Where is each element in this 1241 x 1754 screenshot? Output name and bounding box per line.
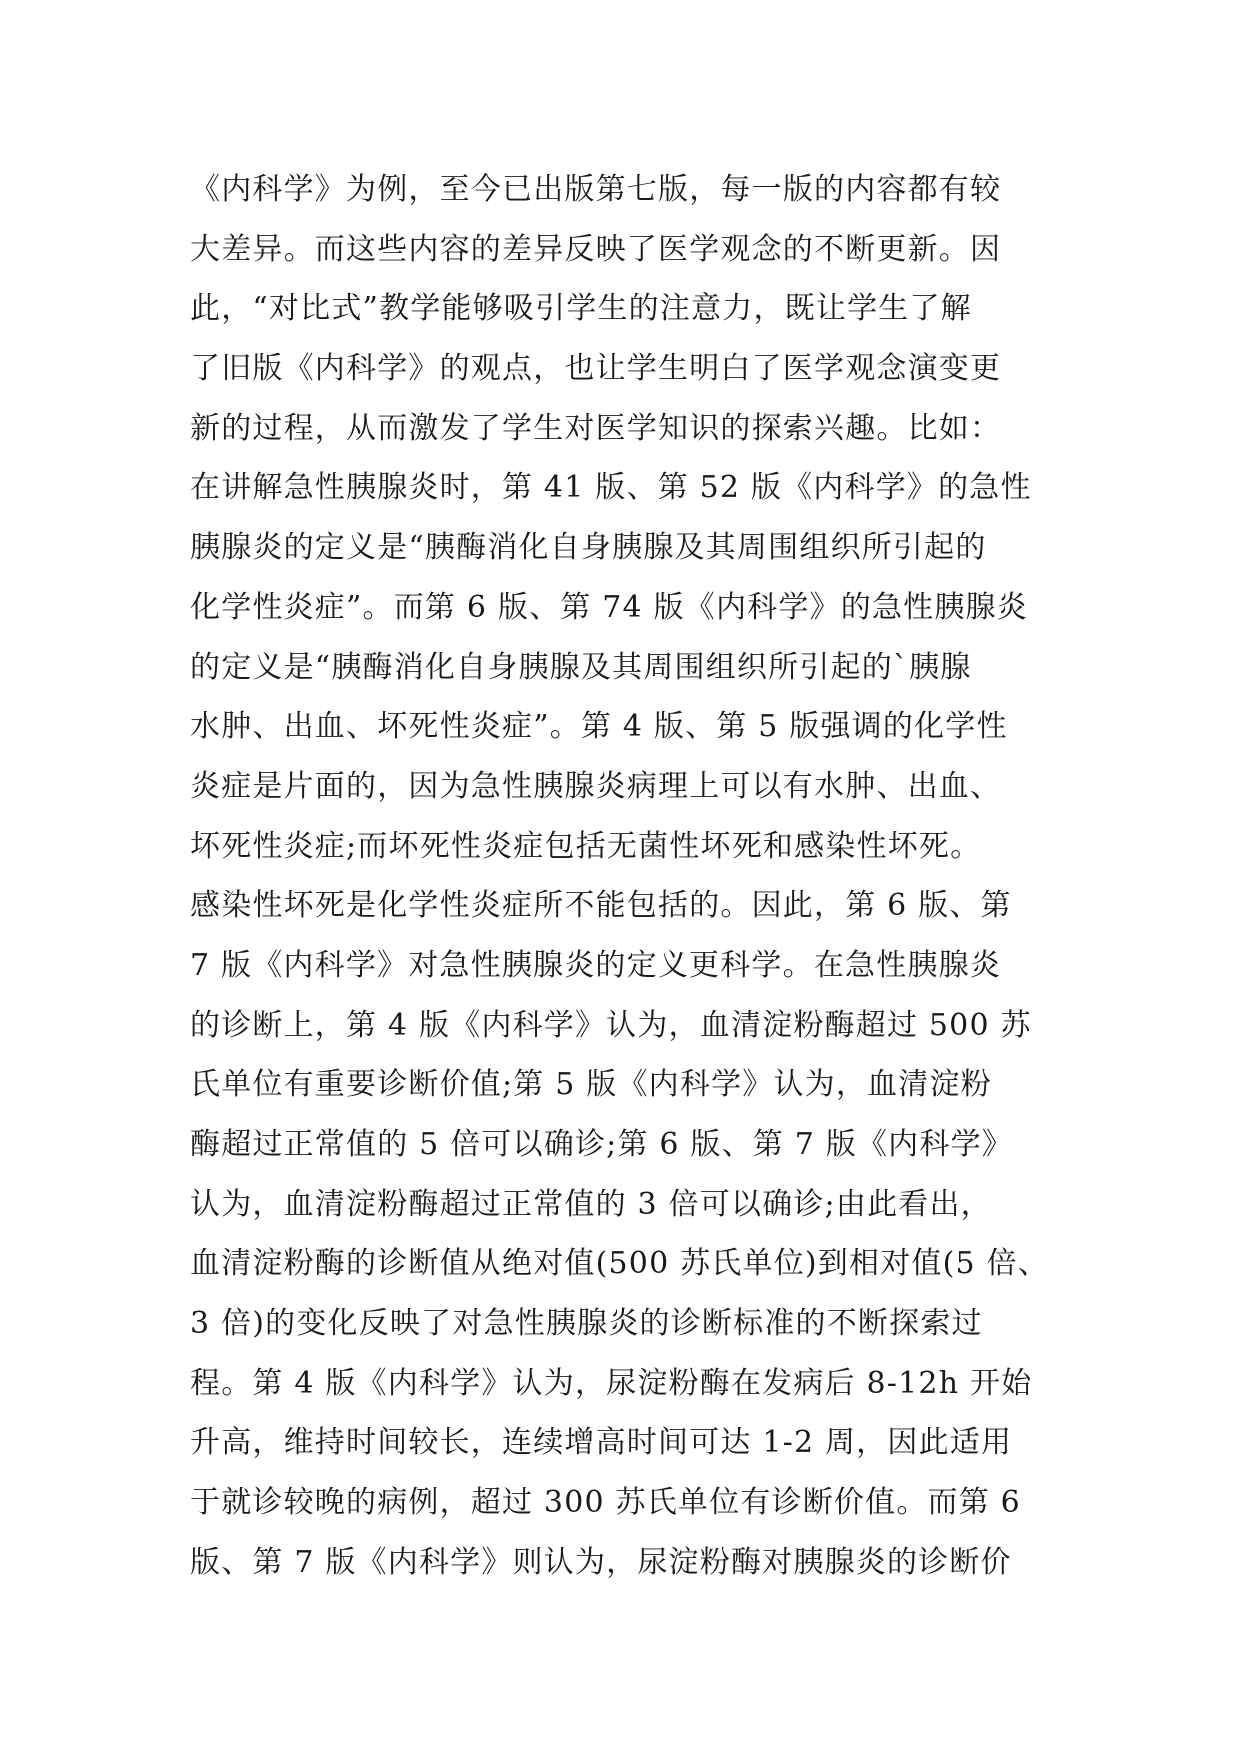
- text-line: 认为，血清淀粉酶超过正常值的 3 倍可以确诊;由此看出，: [190, 1186, 992, 1222]
- text-line: 此，“对比式”教学能够吸引学生的注意力，既让学生了解: [190, 291, 972, 327]
- text-line: 的定义是“胰酶消化自身胰腺及其周围组织所引起的`胰腺: [190, 649, 972, 685]
- text-line: 程。第 4 版《内科学》认为，尿淀粉酶在发病后 8-12h 开始: [190, 1365, 1033, 1401]
- text-line: 坏死性炎症;而坏死性炎症包括无菌性坏死和感染性坏死。: [190, 828, 982, 864]
- text-line: 新的过程，从而激发了学生对医学知识的探索兴趣。比如：: [190, 410, 1002, 446]
- text-line: 酶超过正常值的 5 倍可以确诊;第 6 版、第 7 版《内科学》: [190, 1127, 1013, 1162]
- text-line: 版、第 7 版《内科学》则认为，尿淀粉酶对胰腺炎的诊断价: [190, 1544, 1012, 1580]
- text-line: 《内科学》为例，至今已出版第七版，每一版的内容都有较: [190, 172, 1002, 207]
- text-line: 胰腺炎的定义是“胰酶消化自身胰腺及其周围组织所引起的: [190, 530, 987, 566]
- text-line: 于就诊较晚的病例，超过 300 苏氏单位有诊断价值。而第 6: [190, 1485, 1021, 1521]
- text-line: 的诊断上，第 4 版《内科学》认为，血清淀粉酶超过 500 苏: [190, 1007, 1032, 1043]
- text-line: 7 版《内科学》对急性胰腺炎的定义更科学。在急性胰腺炎: [190, 947, 1002, 983]
- text-line: 氏单位有重要诊断价值;第 5 版《内科学》认为，血清淀粉: [190, 1067, 992, 1103]
- text-line: 化学性炎症”。而第 6 版、第 74 版《内科学》的急性胰腺炎: [190, 589, 1028, 625]
- text-line: 了旧版《内科学》的观点，也让学生明白了医学观念演变更: [190, 351, 1002, 387]
- text-line: 在讲解急性胰腺炎时，第 41 版、第 52 版《内科学》的急性: [190, 470, 1032, 506]
- text-line: 血清淀粉酶的诊断值从绝对值(500 苏氏单位)到相对值(5 倍、: [190, 1246, 1049, 1282]
- text-line: 炎症是片面的，因为急性胰腺炎病理上可以有水肿、出血、: [190, 768, 1002, 804]
- text-line: 升高，维持时间较长，连续增高时间可达 1-2 周，因此适用: [190, 1425, 1013, 1461]
- text-line: 感染性坏死是化学性炎症所不能包括的。因此，第 6 版、第: [190, 888, 1012, 924]
- body-text: [190, 160, 1070, 1593]
- text-line: 水肿、出血、坏死性炎症”。第 4 版、第 5 版强调的化学性: [190, 709, 1008, 745]
- text-line: 大差异。而这些内容的差异反映了医学观念的不断更新。因: [190, 231, 1002, 267]
- text-line: 3 倍)的变化反映了对急性胰腺炎的诊断标准的不断探索过: [190, 1306, 983, 1342]
